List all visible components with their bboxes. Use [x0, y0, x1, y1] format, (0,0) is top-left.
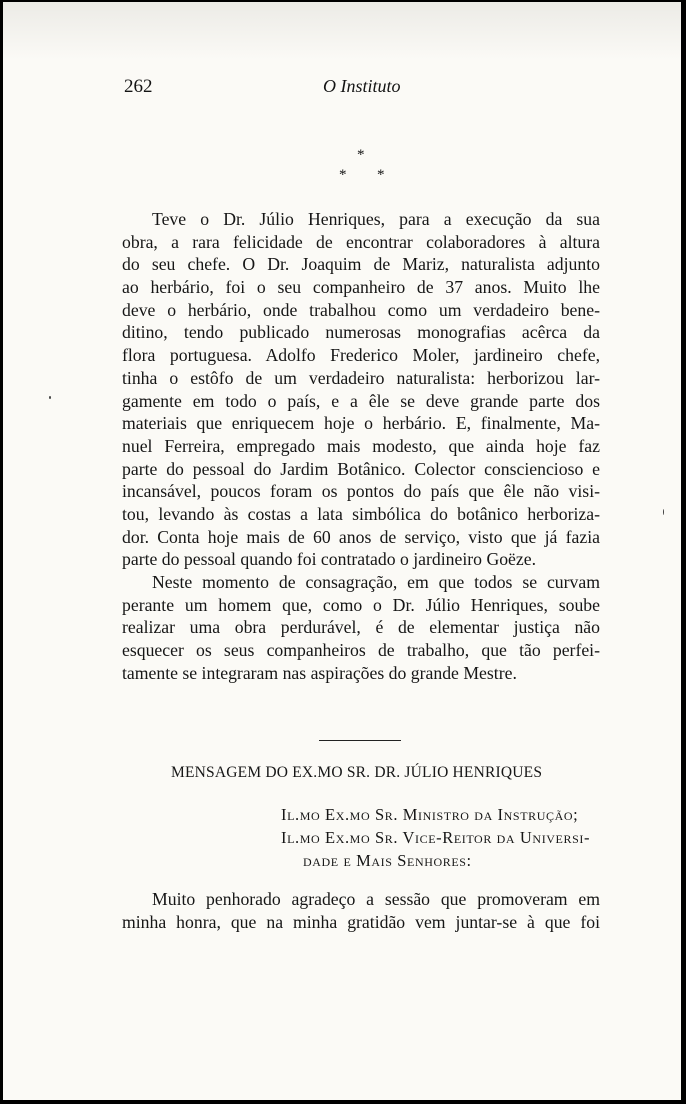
text-line: tinha o estôfo de um verdadeiro naturalista: herborizou lar- — [122, 367, 600, 388]
text-line: esquecer os seus companheiros de trabalho, que tão perfei- — [122, 640, 600, 661]
text-line: Teve o Dr. Júlio Henriques, para a execução da sua — [152, 209, 600, 229]
asterism-star-left: * — [339, 167, 347, 183]
text-line: parte do pessoal quando foi contratado o jardineiro Goëze. — [122, 549, 537, 570]
running-title: O Instituto — [323, 76, 401, 96]
text-line: parte do pessoal do Jardim Botânico. Colector consciencioso e — [122, 458, 600, 479]
text-line: tamente se integraram nas aspirações do grande Mestre. — [122, 662, 517, 683]
text-line: ditino, tendo publicado numerosas monografias acêrca da — [122, 322, 600, 343]
section-divider — [319, 740, 401, 741]
book-page — [3, 2, 681, 1100]
paragraph-colaboradores — [122, 208, 600, 571]
asterism-star-right: * — [377, 167, 385, 183]
text-line: materiais que enriquecem hoje o herbário. E, finalmente, Ma- — [122, 413, 600, 434]
text-line: incansável, poucos foram os pontos do país que êle não visi- — [122, 481, 600, 502]
paragraph-consagracao — [122, 571, 600, 684]
text-line: perante um homem que, como o Dr. Júlio Henriques, soube — [122, 594, 600, 615]
text-line: gamente em todo o país, e a êle se deve grande parte dos — [122, 390, 600, 411]
scan-speck — [663, 509, 664, 515]
salutation-line: Il.mo Ex.mo Sr. Ministro da Instrução; — [281, 805, 579, 824]
text-line: dor. Conta hoje mais de 60 anos de serviço, visto que já fazia — [122, 526, 600, 547]
text-line: ao herbário, foi o seu companheiro de 37 anos. Muito lhe — [122, 277, 600, 298]
salutation-line: Il.mo Ex.mo Sr. Vice-Reitor da Universi- — [281, 828, 591, 847]
body-text — [122, 208, 600, 684]
salutation-line: dade e Mais Senhores: — [303, 851, 472, 870]
page-number: 262 — [124, 76, 153, 97]
text-line: tou, levando às costas a lata simbólica do botânico herboriza- — [122, 503, 600, 524]
text-line: obra, a rara felicidade de encontrar colaboradores à altura — [122, 231, 600, 252]
page-header — [3, 76, 681, 100]
text-line: realizar uma obra perdurável, é de elementar justiça não — [122, 617, 600, 638]
section-heading: MENSAGEM DO EX.MO SR. DR. JÚLIO HENRIQUES — [171, 764, 543, 781]
asterism-star-top: * — [357, 147, 365, 163]
text-line: do seu chefe. O Dr. Joaquim de Mariz, naturalista adjunto — [122, 254, 600, 275]
page-top-shading — [3, 2, 681, 60]
salutation — [281, 803, 601, 872]
text-line: Muito penhorado agradeço a sessão que promoveram em — [152, 889, 600, 909]
text-line: flora portuguesa. Adolfo Frederico Moler, jardineiro chefe, — [122, 345, 600, 366]
message-paragraph — [122, 888, 600, 933]
scan-speck — [49, 396, 51, 399]
text-line: nuel Ferreira, empregado mais modesto, que ainda hoje faz — [122, 435, 600, 456]
text-line: minha honra, que na minha gratidão vem juntar-se à que foi — [122, 911, 600, 932]
text-line: deve o herbário, onde trabalhou como um verdadeiro bene- — [122, 299, 600, 320]
text-line: Neste momento de consagração, em que todos se curvam — [152, 572, 600, 592]
